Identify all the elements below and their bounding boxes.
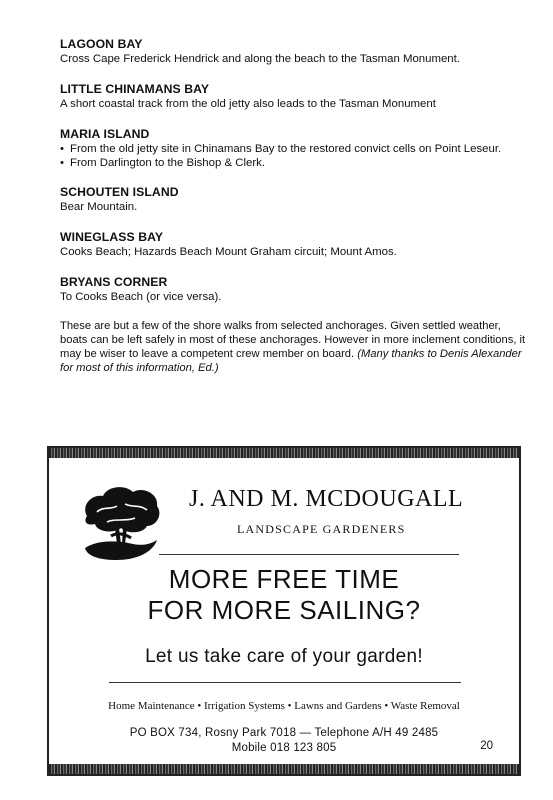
section-text: A short coastal track from the old jetty also leads to the Tasman Monument [60, 98, 436, 110]
section-heading: SCHOUTEN ISLAND [60, 185, 179, 199]
section-lagoon-bay [60, 36, 530, 67]
section-wineglass-bay [60, 229, 530, 260]
top-border-band [49, 448, 519, 458]
bullet-item: • From the old jetty site in Chinamans Bay to the restored convict cells on Point Leseur. [60, 142, 530, 156]
tree-logo-icon [77, 482, 163, 564]
bullet-item: • From Darlington to the Bishop & Clerk. [60, 156, 530, 170]
ad-headline [49, 564, 519, 626]
headline-line-1: MORE FREE TIME [168, 564, 400, 594]
section-text: Bear Mountain. [60, 201, 138, 213]
section-maria-island [60, 126, 530, 170]
divider [109, 682, 461, 683]
section-heading: WINEGLASS BAY [60, 230, 164, 244]
section-text: To Cooks Beach (or vice versa). [60, 291, 222, 303]
section-text: Cooks Beach; Hazards Beach Mount Graham circuit; Mount Amos. [60, 246, 397, 258]
closing-paragraph [60, 319, 528, 375]
section-heading: BRYANS CORNER [60, 275, 168, 289]
headline-line-2: FOR MORE SAILING? [147, 595, 421, 625]
section-text: Cross Cape Frederick Hendrick and along the beach to the Tasman Monument. [60, 53, 460, 65]
bullet-list [60, 142, 530, 170]
contact-mobile: Mobile 018 123 805 [231, 742, 337, 754]
company-name: J. AND M. MCDOUGALL [189, 486, 464, 512]
ad-subheadline: Let us take care of your garden! [145, 646, 423, 667]
company-tagline: LANDSCAPE GARDENERS [237, 522, 406, 536]
services-list: Home Maintenance • Irrigation Systems • Lawns and Gardens • Waste Removal [108, 700, 460, 712]
section-heading: LAGOON BAY [60, 37, 143, 51]
section-heading: LITTLE CHINAMANS BAY [60, 82, 210, 96]
advertisement [47, 446, 521, 776]
closing-thanks: (Many thanks to Denis Alexander for most of this information, Ed.) [60, 348, 522, 374]
contact-details [49, 726, 519, 756]
article [60, 36, 530, 375]
section-little-chinamans-bay [60, 81, 530, 112]
section-schouten-island [60, 184, 530, 215]
bottom-border-band [49, 764, 519, 774]
section-bryans-corner [60, 274, 530, 305]
contact-address-phone: PO BOX 734, Rosny Park 7018 — Telephone A/H 49 2485 [129, 727, 439, 739]
divider [159, 554, 459, 555]
page-number: 20 [480, 740, 493, 752]
closing-body: These are but a few of the shore walks from selected anchorages. Given settled weather, boats can be left safely in most of these anchorages. However in more inclement conditions, it may be wiser to leave a competent crew member on board. [60, 320, 526, 360]
section-heading: MARIA ISLAND [60, 127, 150, 141]
